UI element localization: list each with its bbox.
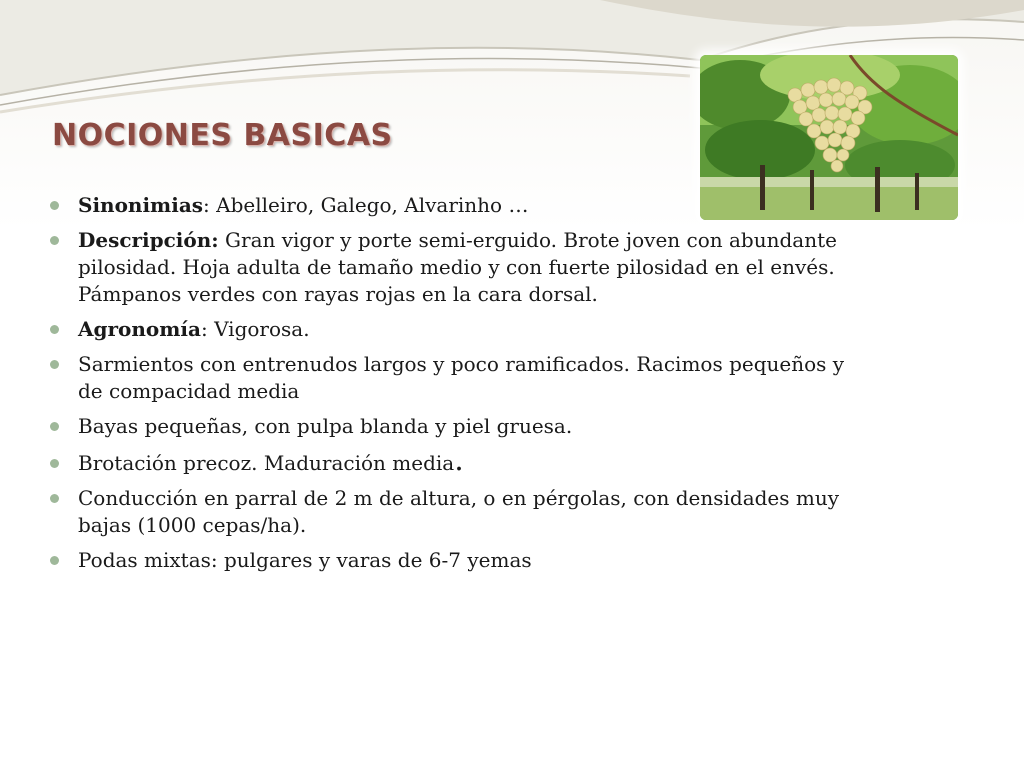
bullet-dot-icon [50,459,59,468]
list-item [46,547,846,574]
item-label: Agronomía [78,317,201,341]
list-item [46,227,846,308]
item-label: Sinonimias [78,193,204,217]
list-item [46,192,846,219]
item-text: Brotación precoz. Maduración media [78,451,455,475]
list-item [46,443,846,478]
item-text: Podas mixtas: pulgares y varas de 6-7 yemas [78,548,532,572]
bullet-dot-icon [50,494,59,503]
item-text: Sarmientos con entrenudos largos y poco ramificados. Racimos pequeños y de compacidad media [78,352,845,403]
list-item [46,316,846,343]
bullet-dot-icon [50,325,59,334]
bullet-dot-icon [50,422,59,431]
list-item [46,485,846,539]
bullet-dot-icon [50,556,59,565]
bullet-list [46,192,846,582]
item-text: Gran vigor y porte semi-erguido. Brote joven con abundante pilosidad. Hoja adulta de tamaño medio y con fuerte pilosidad en el envés. Pámpanos verdes con rayas rojas en la cara dorsal. [78,228,837,306]
bullet-dot-icon [50,360,59,369]
list-item [46,351,846,405]
bullet-dot-icon [50,201,59,210]
item-text: : Abelleiro, Galego, Alvarinho … [203,193,529,217]
item-text: : Vigorosa. [200,317,310,341]
item-text: Conducción en parral de 2 m de altura, o en pérgolas, con densidades muy bajas (1000 cepas/ha). [78,486,840,537]
item-suffix: . [454,443,464,478]
item-label: Descripción: [78,228,219,252]
slide-title: NOCIONES BASICAS [52,118,393,153]
list-item [46,413,846,440]
bullet-dot-icon [50,236,59,245]
item-text: Bayas pequeñas, con pulpa blanda y piel gruesa. [78,414,573,438]
